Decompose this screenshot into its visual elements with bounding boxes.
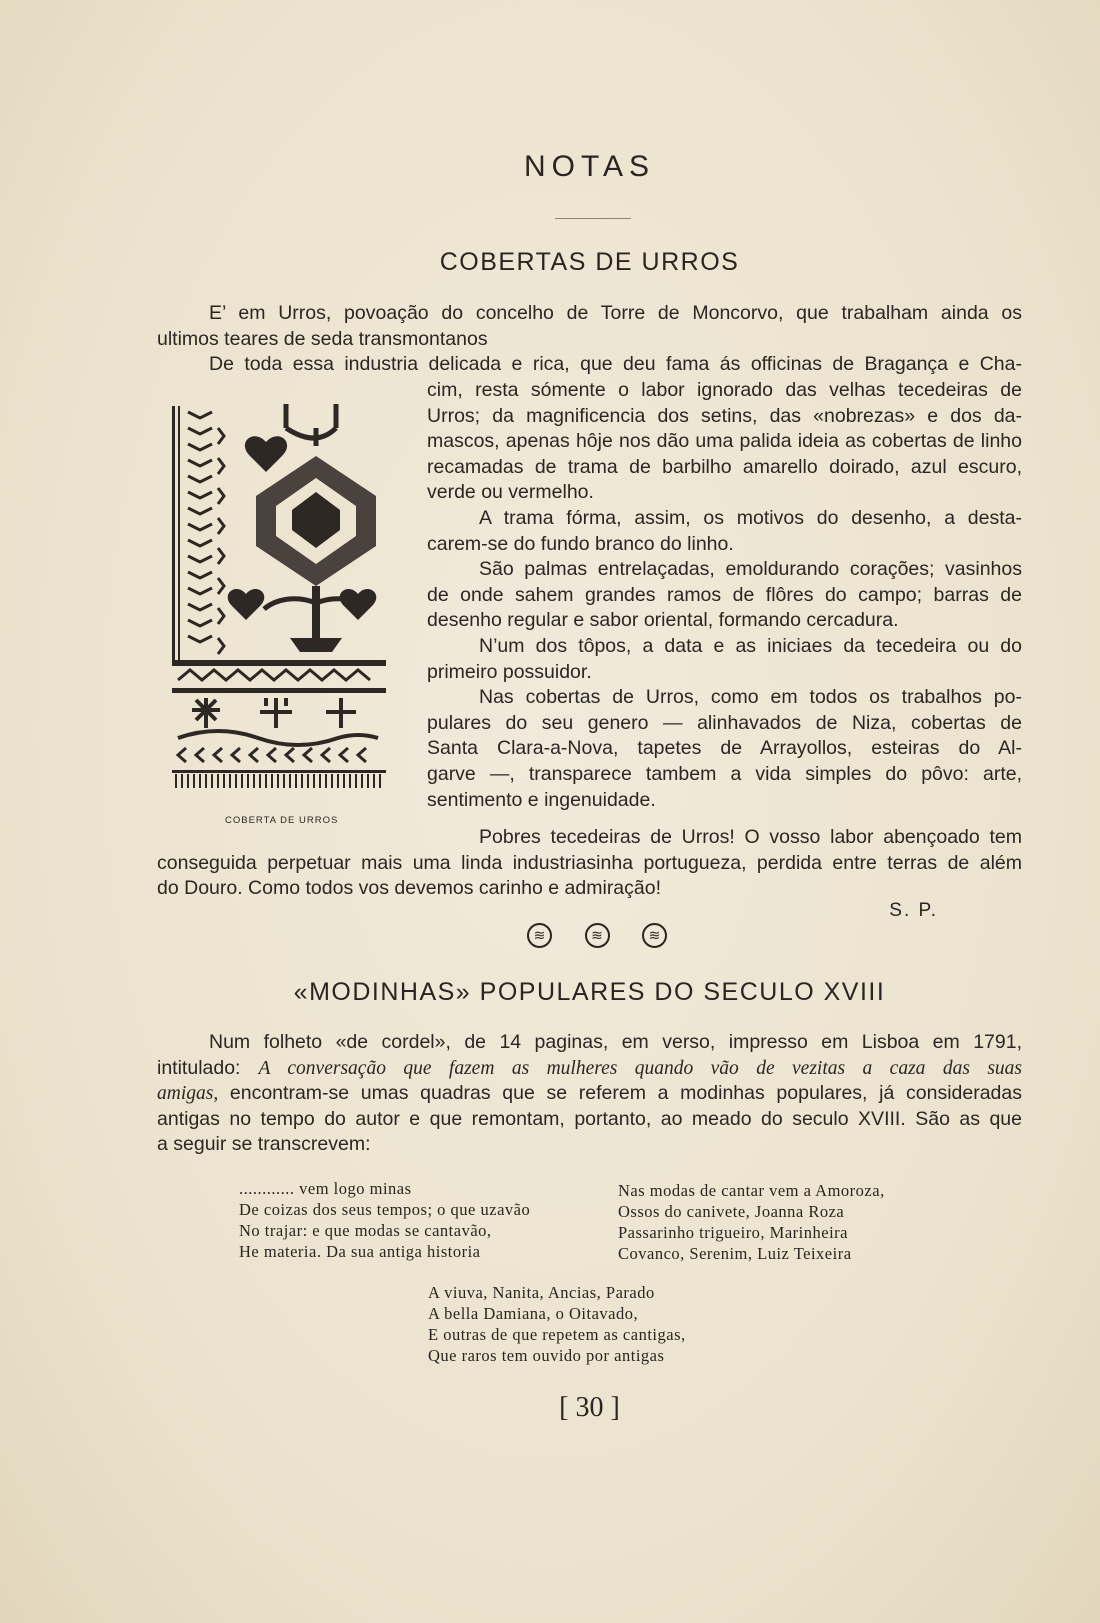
text-line: desenho regular e sabor oriental, formando cercadura. [427, 609, 899, 632]
text-line: a seguir se transcrevem: [157, 1133, 371, 1156]
verse-line: E outras de que repetem as cantigas, [428, 1325, 686, 1344]
verse-block-center [428, 1282, 686, 1366]
verse-line: Ossos do canivete, Joanna Roza [618, 1202, 845, 1221]
verse-line: Passarinho trigueiro, Marinheira [618, 1223, 848, 1242]
signature: S. P. [889, 900, 938, 921]
verse-line: Que raros tem ouvido por antigas [428, 1346, 665, 1365]
text-run: intitulado: [157, 1056, 259, 1079]
coberta-illustration [166, 398, 391, 798]
ornament-icon: ≋ [527, 923, 552, 948]
illustration-caption: COBERTA DE URROS [225, 815, 339, 826]
text-line: cim, resta sómente o labor ignorado das velhas tecedeiras de [427, 379, 1022, 401]
verse-block-right [618, 1180, 885, 1264]
article-title: COBERTAS DE URROS [439, 248, 740, 276]
text-line: garve —, transparece tambem a vida simples do pôvo: arte, [427, 762, 1022, 785]
text-line: recamadas de trama de barbilho amarello doirado, azul escuro, [427, 455, 1022, 478]
article-body [157, 1030, 1022, 1158]
text-line: Santa Clara-a-Nova, tapetes de Arrayollos, esteiras do Al- [427, 737, 1022, 760]
text-line: Num folheto «de cordel», de 14 paginas, em verso, impresso em Lisboa em 1791, [209, 1031, 1022, 1053]
verse-line: No trajar: e que modas se cantavão, [239, 1221, 492, 1240]
book-title-italic: A conversação que fazem as mulheres quando vão de vezitas a caza das suas [258, 1057, 1022, 1079]
text-line: E’ em Urros, povoação do concelho de Torre de Moncorvo, que trabalham ainda os [209, 302, 1022, 324]
text-line: antigas no tempo do autor e que remontam, portanto, ao meado do seculo XVIII. São as que [157, 1107, 1022, 1130]
article-body-closing [157, 825, 1022, 902]
verse-line: A viuva, Nanita, Ancias, Parado [428, 1283, 655, 1302]
verse-line: Nas modas de cantar vem a Amoroza, [618, 1181, 885, 1200]
text-line: ultimos teares de seda transmontanos [157, 327, 488, 350]
text-line: primeiro possuidor. [427, 660, 592, 683]
section-ornament [527, 923, 667, 953]
text-line: São palmas entrelaçadas, emoldurando corações; vasinhos [479, 558, 1022, 581]
text-line: conseguida perpetuar mais uma linda industriasinha portugueza, perdida entre terras de além [157, 851, 1022, 874]
text-line: A trama fórma, assim, os motivos do desenho, a desta- [479, 506, 1022, 529]
section-title: NOTAS [523, 150, 656, 183]
text-line: mascos, apenas hôje nos dão uma palida ideia as cobertas de linho [427, 430, 1022, 453]
article-title: «MODINHAS» POPULARES DO SECULO XVIII [293, 978, 886, 1006]
text-line: do Douro. Como todos vos devemos carinho e admiração! [157, 877, 662, 900]
book-title-italic: amigas, [157, 1083, 219, 1105]
text-run: encontram-se umas quadras que se referem a modinhas populares, já consideradas [218, 1082, 1022, 1105]
text-line: sentimento e ingenuidade. [427, 788, 656, 811]
text-line: N’um dos tôpos, a data e as iniciaes da tecedeira ou do [479, 634, 1022, 657]
verse-line: De coizas dos seus tempos; o que uzavão [239, 1200, 531, 1219]
article-body-column [427, 378, 1022, 813]
text-line: Urros; da magnificencia dos setins, das «nobrezas» e dos da- [427, 404, 1022, 427]
page-number: [ 30 ] [559, 1392, 620, 1423]
verse-line: ............ vem logo minas [239, 1179, 412, 1198]
text-line: De toda essa industria delicada e rica, que deu fama ás officinas de Bragança e Cha- [209, 353, 1022, 376]
verse-line: Covanco, Serenim, Luiz Teixeira [618, 1244, 852, 1263]
article-body-intro [157, 301, 1022, 378]
verse-block-left [239, 1178, 530, 1262]
text-line: verde ou vermelho. [427, 481, 594, 504]
text-line: carem-se do fundo branco do linho. [427, 532, 734, 555]
text-line [157, 1056, 1022, 1082]
text-line: de onde sahem grandes ramos de flôres do campo; barras de [427, 583, 1022, 606]
ornament-icon: ≋ [585, 923, 610, 948]
text-line [157, 1081, 1022, 1107]
title-divider [555, 218, 631, 219]
text-line: Pobres tecedeiras de Urros! O vosso labor abençoado tem [479, 826, 1022, 848]
verse-line: A bella Damiana, o Oitavado, [428, 1304, 639, 1323]
verse-line: He materia. Da sua antiga historia [239, 1242, 481, 1261]
text-line: pulares do seu genero — alinhavados de Niza, cobertas de [427, 711, 1022, 734]
text-line: Nas cobertas de Urros, como em todos os trabalhos po- [479, 686, 1022, 709]
ornament-icon: ≋ [642, 923, 667, 948]
